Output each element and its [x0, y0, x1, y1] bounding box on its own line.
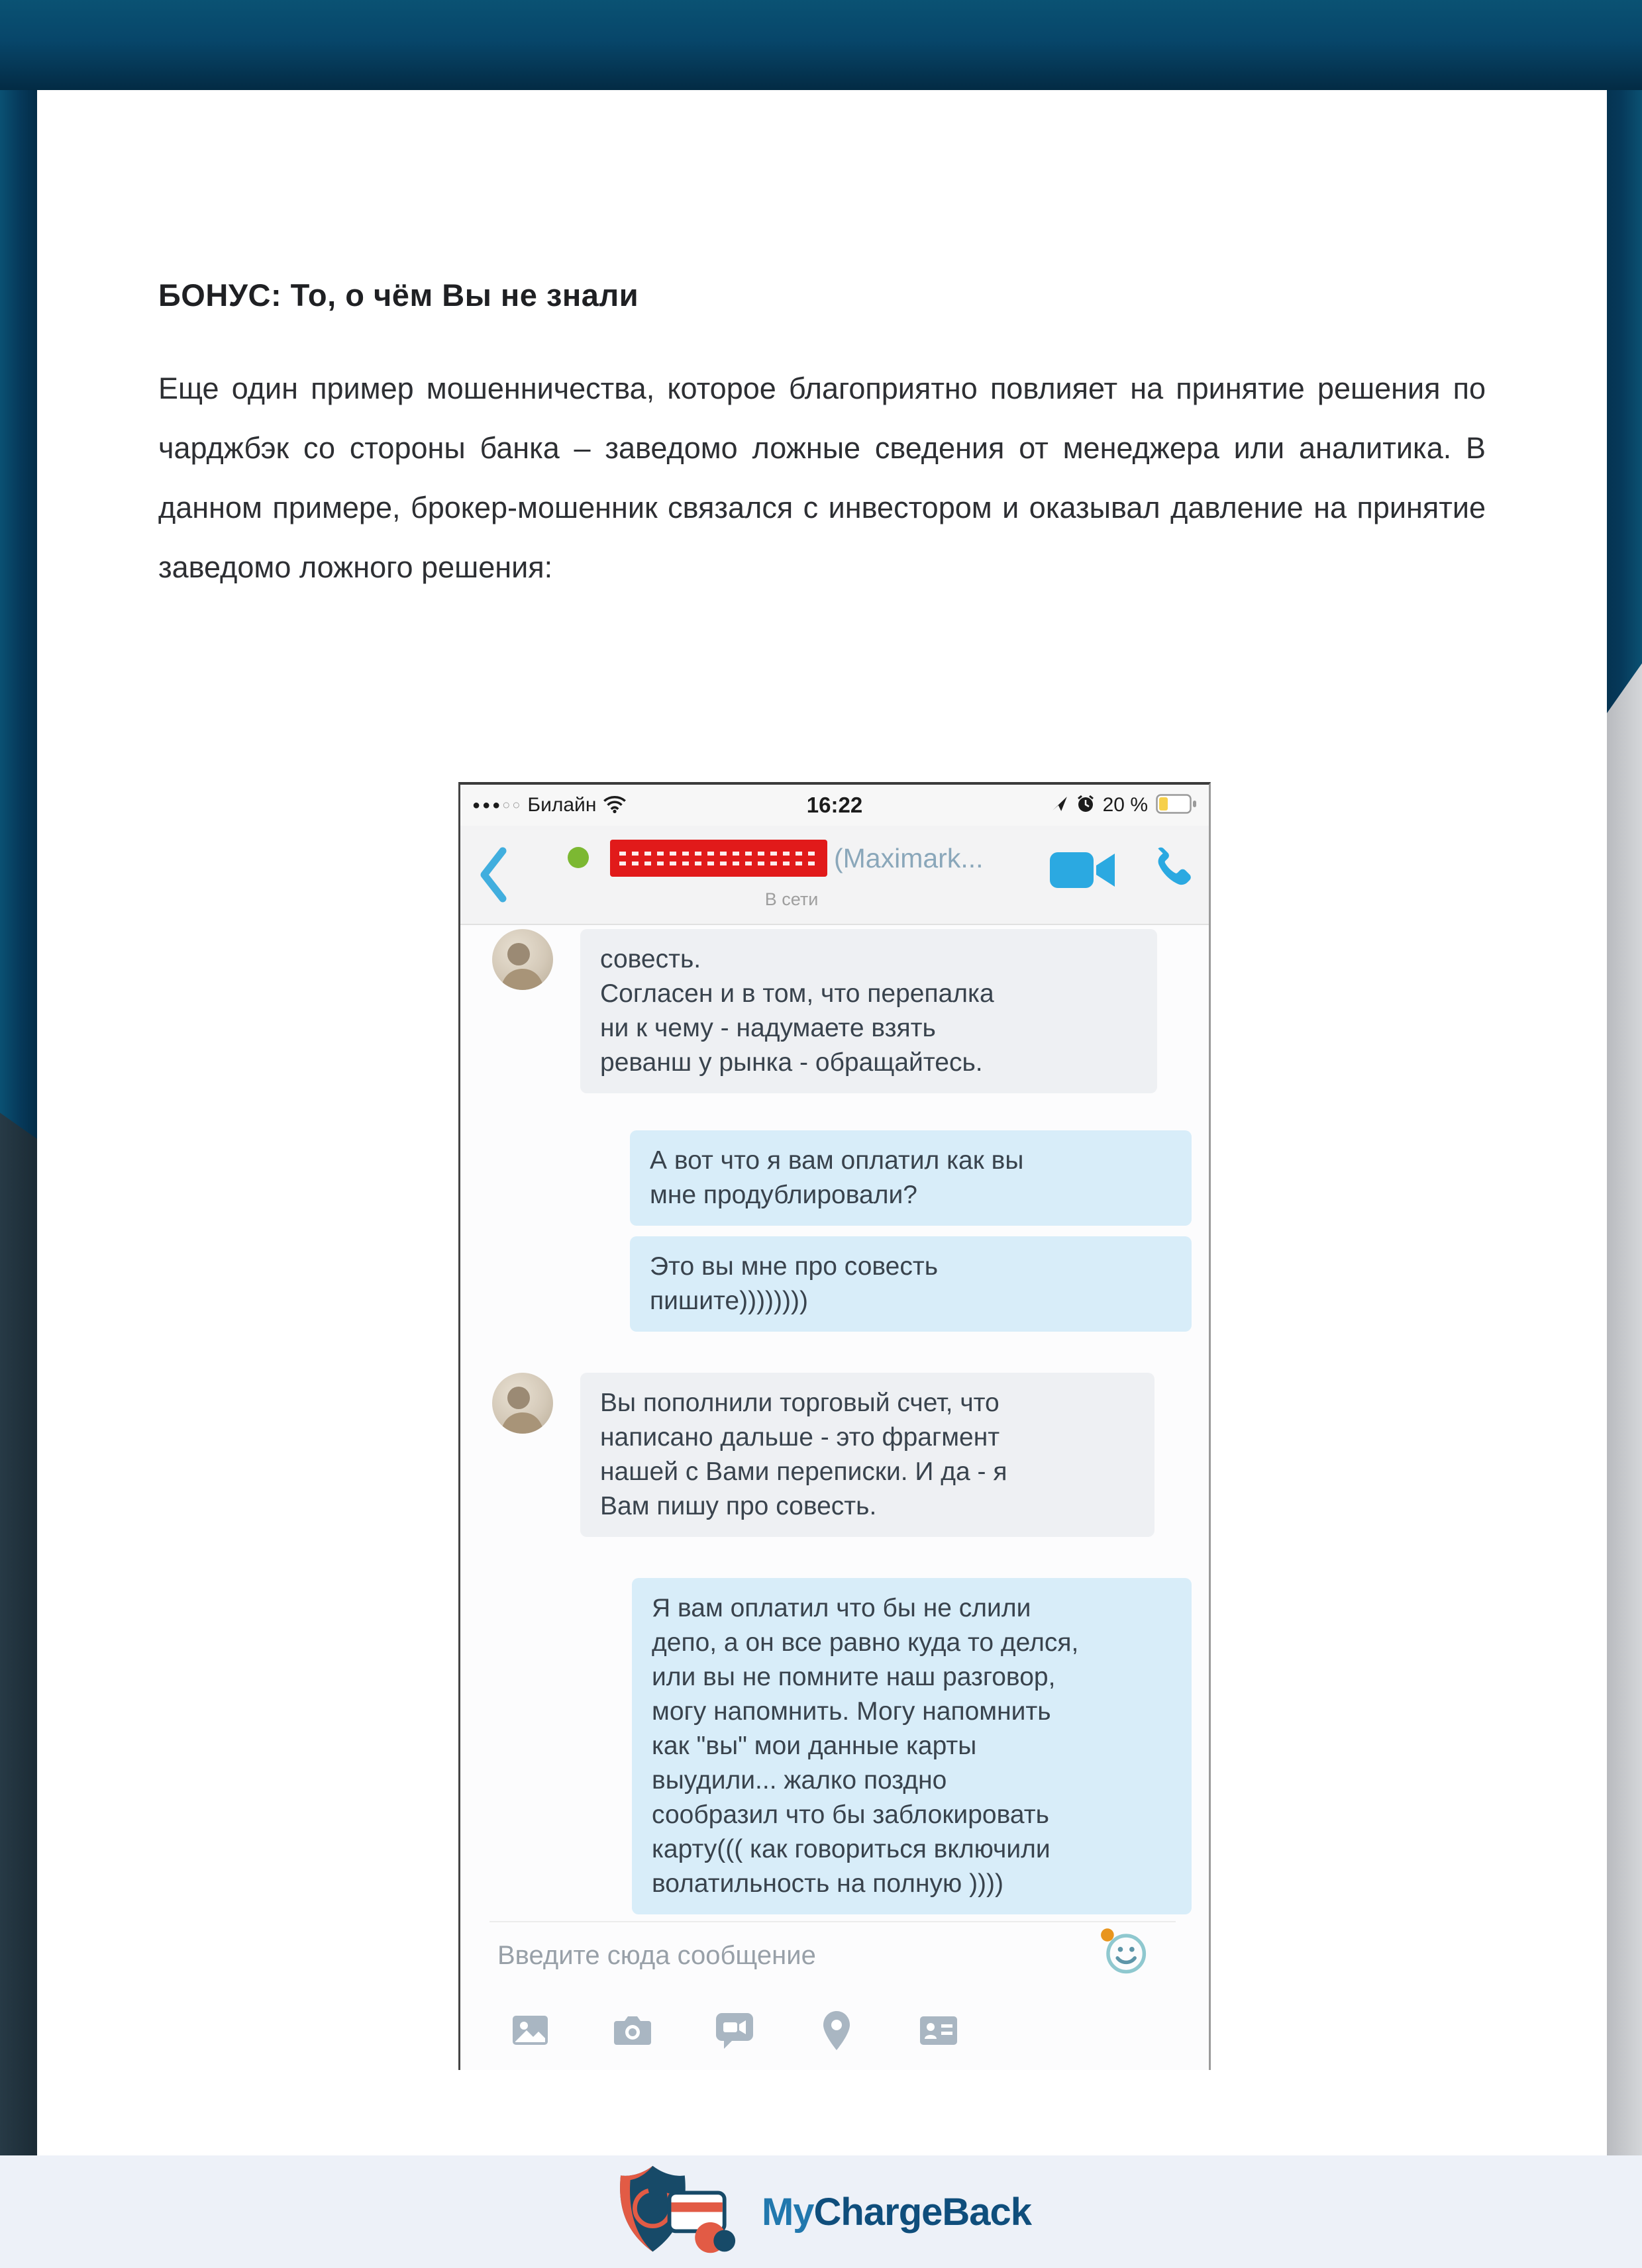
message-bubble-outgoing: Я вам оплатил что бы не слили депо, а он все равно куда то делся, или вы не помните наш разговор, могу напомнить. Могу напомнить как "вы" мои данные карты выудили... жалко поздно сообразил что бы заблокировать карту((( как говориться включили волатильность на полную )))): [632, 1578, 1192, 1914]
chat-message-list: [460, 925, 1209, 2070]
voice-call-button[interactable]: [1143, 842, 1194, 897]
mychargeback-shield-icon: [611, 2162, 750, 2261]
brand-name: MyChargeBack: [761, 2190, 1032, 2234]
message-input[interactable]: Введите сюда сообщение: [497, 1941, 816, 1970]
location-pin-icon[interactable]: [815, 2009, 858, 2055]
online-status-dot: [568, 847, 589, 868]
brand-logo: [611, 2162, 1031, 2261]
message-bubble-outgoing: Это вы мне про совесть пишите)))))))): [630, 1236, 1192, 1332]
left-edge-strip: [0, 90, 37, 2155]
message-bubble: совесть. Согласен и в том, что перепалка ни к чему - надумаете взять реванш у рынка - обращайтесь.: [580, 929, 1157, 1093]
message-bubble-outgoing: А вот что я вам оплатил как вы мне продублировали?: [630, 1130, 1192, 1226]
clock-time: 16:22: [806, 793, 863, 817]
video-message-icon[interactable]: [713, 2009, 756, 2055]
contact-card-icon[interactable]: [917, 2009, 960, 2055]
body-paragraph: Еще один пример мошенничества, которое благоприятно повлияет на принятие решения по чарджбэк со стороны банка – заведомо ложные сведения от менеджера или аналитика. В данном примере, брокер-мошенник связался с инвестором и оказывал давление на принятие заведомо ложного решения:: [158, 371, 1486, 584]
photos-icon[interactable]: [509, 2009, 552, 2055]
right-strip-navy-segment: [1607, 90, 1642, 713]
footer: [0, 2155, 1642, 2268]
message-bubble: Вы пополнили торговый счет, что написано дальше - это фрагмент нашей с Вами переписки. И да - я Вам пишу про совесть.: [580, 1373, 1155, 1537]
emoji-smiley-icon[interactable]: [1100, 1926, 1149, 1979]
presence-label: В сети: [764, 889, 819, 909]
ios-status-bar: [460, 785, 1209, 826]
battery-percent-label: 20 %: [1102, 794, 1148, 816]
attachment-toolbar: [492, 2009, 1192, 2055]
back-button[interactable]: [479, 847, 508, 906]
top-navy-band: [0, 0, 1642, 90]
contact-avatar: [492, 1373, 553, 1434]
chat-header: [460, 826, 1209, 925]
cell-signal-icon: ●●●○○: [472, 797, 523, 813]
contact-avatar: [492, 929, 553, 990]
right-edge-strip: [1607, 90, 1642, 2155]
message-composer: [492, 1922, 1192, 2055]
camera-icon[interactable]: [611, 2009, 654, 2055]
message-incoming: [492, 1373, 1192, 1578]
message-incoming: [492, 929, 1192, 1130]
contact-name-label: (Maximark...: [834, 843, 984, 873]
video-call-button[interactable]: [1049, 846, 1117, 898]
page-title: БОНУС: То, о чём Вы не знали: [158, 277, 639, 313]
left-strip-navy-segment: [0, 90, 37, 1139]
redacted-contact-name: [610, 840, 827, 877]
carrier-label: Билайн: [527, 794, 597, 816]
skype-chat-screenshot: [458, 782, 1211, 2070]
